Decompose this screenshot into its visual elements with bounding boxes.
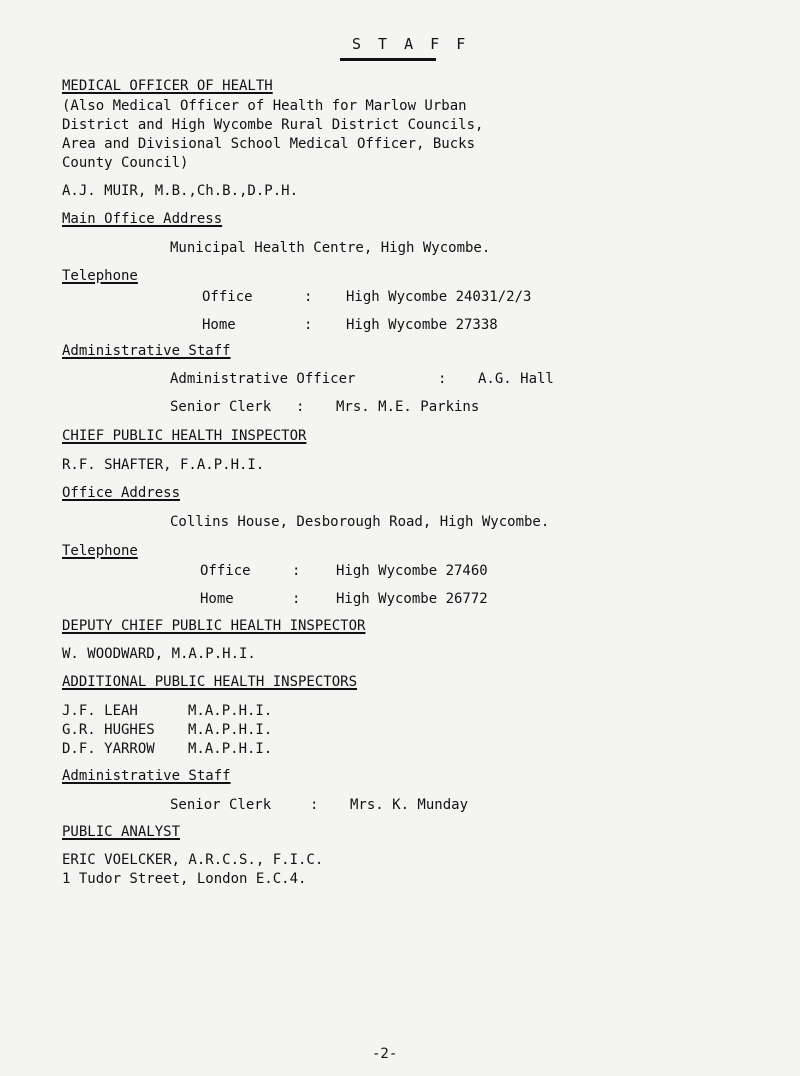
phone-separator: :	[292, 563, 301, 579]
main-office-address: Municipal Health Centre, High Wycombe.	[170, 240, 491, 256]
phone-label: Office	[202, 289, 253, 305]
phone-separator: :	[304, 317, 313, 333]
inspector-name: D.F. YARROW	[62, 741, 155, 757]
phone-label: Office	[200, 563, 251, 579]
phone-number: High Wycombe 27338	[346, 317, 498, 333]
phone-label: Home	[200, 591, 234, 607]
additional-inspectors-heading: ADDITIONAL PUBLIC HEALTH INSPECTORS	[62, 674, 358, 690]
medical-officer-note-line: County Council)	[62, 155, 189, 171]
phone-label: Home	[202, 317, 236, 333]
medical-officer-heading: MEDICAL OFFICER OF HEALTH	[62, 78, 273, 94]
public-analyst-address: 1 Tudor Street, London E.C.4.	[62, 871, 307, 887]
staff-role: Senior Clerk	[170, 399, 272, 415]
staff-role: Administrative Officer	[170, 371, 356, 387]
deputy-inspector-name: W. WOODWARD, M.A.P.H.I.	[62, 646, 256, 662]
chief-inspector-name: R.F. SHAFTER, F.A.P.H.I.	[62, 457, 265, 473]
telephone-heading: Telephone	[62, 543, 138, 559]
phone-number: High Wycombe 27460	[336, 563, 488, 579]
office-address: Collins House, Desborough Road, High Wycombe.	[170, 514, 550, 530]
chief-inspector-heading: CHIEF PUBLIC HEALTH INSPECTOR	[62, 428, 307, 444]
medical-officer-note-line: District and High Wycombe Rural District Councils,	[62, 117, 484, 133]
telephone-heading: Telephone	[62, 268, 138, 284]
page-number: -2-	[372, 1046, 398, 1062]
staff-separator: :	[310, 797, 319, 813]
phone-separator: :	[304, 289, 313, 305]
office-address-heading: Office Address	[62, 485, 181, 501]
inspector-qualification: M.A.P.H.I.	[188, 703, 273, 719]
medical-officer-name: A.J. MUIR, M.B.,Ch.B.,D.P.H.	[62, 183, 299, 199]
page-title: S T A F F	[352, 35, 470, 53]
administrative-staff-heading: Administrative Staff	[62, 343, 231, 359]
public-analyst-name: ERIC VOELCKER, A.R.C.S., F.I.C.	[62, 852, 324, 868]
inspector-qualification: M.A.P.H.I.	[188, 722, 273, 738]
staff-name: Mrs. K. Munday	[350, 797, 469, 813]
main-office-address-heading: Main Office Address	[62, 211, 223, 227]
staff-name: Mrs. M.E. Parkins	[336, 399, 480, 415]
phone-separator: :	[292, 591, 301, 607]
staff-name: A.G. Hall	[478, 371, 554, 387]
staff-separator: :	[438, 371, 447, 387]
staff-role: Senior Clerk	[170, 797, 272, 813]
additional-admin-heading: Administrative Staff	[62, 768, 231, 784]
staff-separator: :	[296, 399, 305, 415]
phone-number: High Wycombe 24031/2/3	[346, 289, 532, 305]
public-analyst-heading: PUBLIC ANALYST	[62, 824, 181, 840]
phone-number: High Wycombe 26772	[336, 591, 488, 607]
medical-officer-note-line: (Also Medical Officer of Health for Marlow Urban	[62, 98, 467, 114]
inspector-name: G.R. HUGHES	[62, 722, 155, 738]
inspector-name: J.F. LEAH	[62, 703, 138, 719]
deputy-inspector-heading: DEPUTY CHIEF PUBLIC HEALTH INSPECTOR	[62, 618, 366, 634]
medical-officer-note-line: Area and Divisional School Medical Officer, Bucks	[62, 136, 476, 152]
inspector-qualification: M.A.P.H.I.	[188, 741, 273, 757]
title-rule	[340, 58, 436, 61]
